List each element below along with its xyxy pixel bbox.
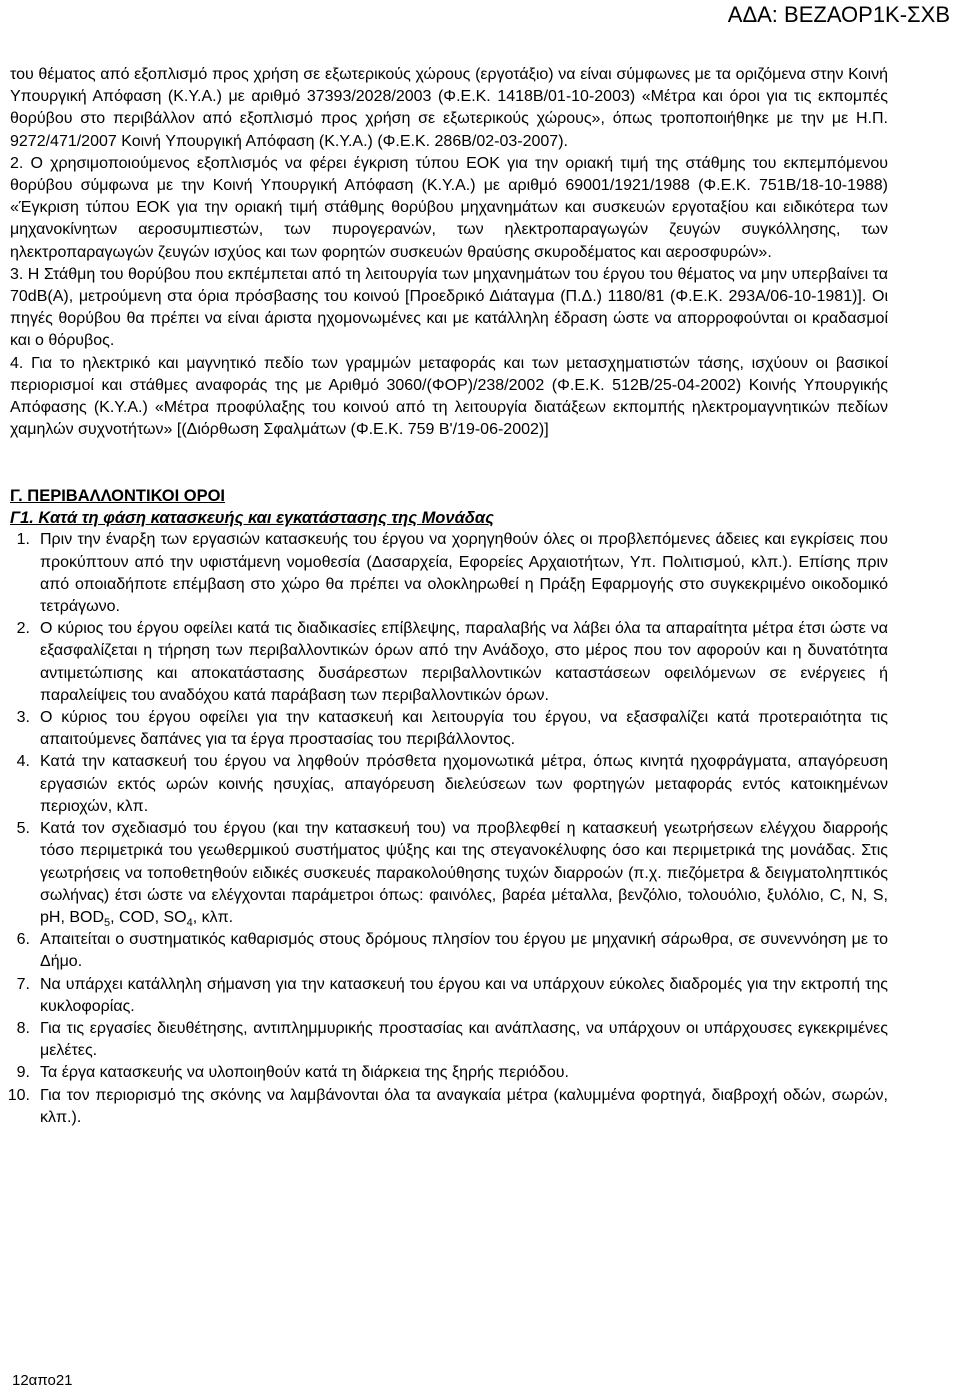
list-item — [10, 618, 888, 707]
list-item-text: Ο κύριος του έργου οφείλει για την κατασκευή και λειτουργία του έργου, να εξασφαλίζει κατά προτεραιότητα τις απαιτούμενες δαπάνες για τα έργα προστασίας του περιβάλλοντος. — [40, 709, 888, 749]
list-item-text-c: , κλπ. — [192, 908, 234, 926]
list-item-number: 5. — [16, 820, 30, 838]
list-item-number: 4. — [16, 753, 30, 771]
section-heading: Γ. ΠΕΡΙΒΑΛΛΟΝΤΙΚΟΙ ΟΡΟΙ — [10, 487, 226, 506]
paragraph-2: 2. Ο χρησιμοποιούμενος εξοπλισμός να φέρει έγκριση τύπου ΕΟΚ για την οριακή τιμή της στάθμης του εκπεμπόμενου θορύβου σύμφωνα με την Κοινή Υπουργική Απόφαση (Κ.Υ.Α.) με αριθμό 69001/1921/1988 (Φ.Ε.Κ. 751Β/18-10-1988) «Έγκριση τύπου ΕΟΚ για την οριακή τιμή στάθμης θορύβου μηχανημάτων και συσκευών εργοταξίου και ειδικότερα των μηχανοκίνητων αεροσυμπιεστών, των πυρογερανών, των ηλεκτροπαραγωγών ζευγών συγκόλλησης, των ηλεκτροπαραγωγών ζευγών ισχύος και των φορητών συσκευών θραύσης σκυροδέματος και αεροσφυρών». — [10, 154, 888, 261]
paragraph-1: του θέματος από εξοπλισμό προς χρήση σε εξωτερικούς χώρους (εργοτάξιο) να είναι σύμφωνες με τα οριζόμενα στην Κοινή Υπουργική Απόφαση (Κ.Υ.Α.) με αριθμό 37393/2028/2003 (Φ.Ε.Κ. 1418Β/01-10-2003) «Μέτρα και όροι για τις εκπομπές θορύβου στο περιβάλλον από εξοπλισμό προς χρήση σε εξωτερικούς χώρους», όπως τροποποιήθηκε με την με Η.Π. 9272/471/2007 Κοινή Υπουργική Απόφαση (Κ.Υ.Α.) (Φ.Ε.Κ. 286Β/02-03-2007). — [10, 66, 888, 150]
subscript: 4 — [186, 917, 193, 930]
list-item — [10, 1018, 888, 1062]
list-item-text: Απαιτείται ο συστηματικός καθαρισμός στους δρόμους πλησίον του έργου με μηχανική σάρωθρα, σε συνεννόηση με το Δήμο. — [40, 931, 888, 971]
list-item — [10, 974, 888, 1018]
list-item — [10, 929, 888, 973]
list-item-text: Πριν την έναρξη των εργασιών κατασκευής του έργου να χορηγηθούν όλες οι προβλεπόμενες άδειες και εγκρίσεις που προκύπτουν από την υφιστάμενη νομοθεσία (Δασαρχεία, Εφορείες Αρχαιοτήτων, Υπ. Πολιτισμού, κλπ.). Επίσης πριν από οποιαδήποτε επέμβαση στο χώρο θα πρέπει να ολοκληρωθεί η Πράξη Εφαρμογής στο συγκεκριμένο οικοδομικό τετράγωνο. — [40, 531, 888, 616]
paragraph-3: 3. Η Στάθμη του θορύβου που εκπέμπεται από τη λειτουργία των μηχανημάτων του έργου του θέματος να μην υπερβαίνει τα 70dB(A), μετρούμενη στα όρια πρόσβασης του κοινού [Προεδρικό Διάταγμα (Π.Δ.) 1180/81 (Φ.Ε.Κ. 293Α/06-10-1981)]. Οι πηγές θορύβου θα πρέπει να είναι άριστα ηχομονωμένες και με κατάλληλη έδραση ώστε να απορροφούνται οι κραδασμοί και ο θόρυβος. — [10, 265, 888, 350]
list-item-text: Να υπάρχει κατάλληλη σήμανση για την κατασκευή του έργου και να υπάρχουν εύκολες διαδρομές για την εκτροπή της κυκλοφορίας. — [40, 975, 888, 1015]
list-item — [10, 818, 888, 929]
list-item — [10, 529, 888, 618]
list-item-text: Ο κύριος του έργου οφείλει κατά τις διαδικασίες επίβλεψης, παραλαβής να λάβει όλα τα απαραίτητα μέτρα έτσι ώστε να εξασφαλίζεται η τήρηση των περιβαλλοντικών όρων από την Ανάδοχο, στο μέρος που τον αφορούν και η δυνατότητα αντιμετώπισης και αποκατάστασης δυσάρεστων περιβαλλοντικών καταστάσεων οφειλόμενων σε ενέργειες ή παραλείψεις του αναδόχου κατά παράβαση των περιβαλλοντικών όρων. — [40, 620, 888, 704]
list-item-text: Για τις εργασίες διευθέτησης, αντιπλημμυρικής προστασίας και ανάπλασης, να υπάρχουν οι υπάρχουσες εγκεκριμένες μελέτες. — [40, 1019, 888, 1060]
list-item-number: 3. — [16, 709, 30, 727]
list-item-text-b: , COD, SO — [110, 908, 187, 926]
list-item-number: 9. — [16, 1064, 30, 1082]
list-item-number: 2. — [16, 620, 30, 638]
paragraph-4: 4. Για το ηλεκτρικό και μαγνητικό πεδίο των γραμμών μεταφοράς και των μετασχηματιστών τάσης, ισχύουν οι βασικοί περιορισμοί και στάθμες αναφοράς της με Αριθμό 3060/(ΦΟΡ)/238/2002 (Φ.Ε.Κ. 512Β/25-04-2002) Κοινής Υπουργικής Απόφασης (Κ.Υ.Α.) «Μέτρα προφύλαξης του κοινού από τη λειτουργία διατάξεων εκπομπής ηλεκτρομαγνητικών πεδίων χαμηλών συχνοτήτων» [(Διόρθωση Σφαλμάτων (Φ.Ε.Κ. 759 Β'/19-06-2002)] — [10, 354, 888, 439]
ada-code: ΑΔΑ: ΒΕΖΑΟΡ1Κ-ΣΧΒ — [727, 2, 950, 27]
list-item — [10, 751, 888, 818]
subscript: 5 — [104, 917, 111, 930]
list-item-number: 8. — [16, 1019, 30, 1037]
list-item-number: 6. — [16, 931, 30, 949]
list-item-number: 7. — [16, 975, 30, 993]
list-item-number: 1. — [16, 531, 30, 549]
list-item-number: 10. — [7, 1086, 30, 1104]
list-item-text: Για τον περιορισμό της σκόνης να λαμβάνονται όλα τα αναγκαία μέτρα (καλυμμένα φορτηγά, διαβροχή οδών, σωρών, κλπ.). — [40, 1086, 888, 1126]
page-number: 12απο21 — [12, 1372, 73, 1389]
list-item — [10, 707, 888, 751]
list-item-text: Κατά την κατασκευή του έργου να ληφθούν πρόσθετα ηχομονωτικά μέτρα, όπως κινητά ηχοφράγματα, απαγόρευση εργασιών εκτός ωρών κοινής ησυχίας, απαγόρευση διελεύσεων των φορτηγών μεταφοράς εντός κατοικημένων περιοχών, κλπ. — [40, 753, 888, 815]
list-item-text: Τα έργα κατασκευής να υλοποιηθούν κατά τη διάρκεια της ξηρής περιόδου. — [40, 1064, 569, 1082]
section-subheading: Γ1. Κατά τη φάση κατασκευής και εγκατάστασης της Μονάδας — [10, 509, 494, 528]
document-body — [7, 64, 888, 1129]
list-item-text — [40, 820, 888, 930]
list-item — [10, 1062, 888, 1084]
list-item — [7, 1085, 888, 1129]
spacer — [10, 441, 888, 485]
list-item-text-a: Κατά τον σχεδιασμό του έργου (και την κατασκευή του) να προβλεφθεί η κατασκευή γεωτρήσεων ελέγχου διαρροής τόσο περιμετρικά του γεωθερμικού συστήματος ψύξης και της στεγανοκέλυφης όσο και περιμετρικά της μονάδας. Στις γεωτρήσεις να τοποθετηθούν ειδικές συσκευές παρακολούθησης τυχών διαρροών (π.χ. πιεζόμετρα & δειγματοληπτικός σωλήνας) έτσι ώστε να ελέγχονται παράμετροι όπως: φαινόλες, βαρέα μέταλλα, βενζόλιο, τολουόλιο, ξυλόλιο, C, N, S, pH, BOD — [40, 820, 888, 926]
